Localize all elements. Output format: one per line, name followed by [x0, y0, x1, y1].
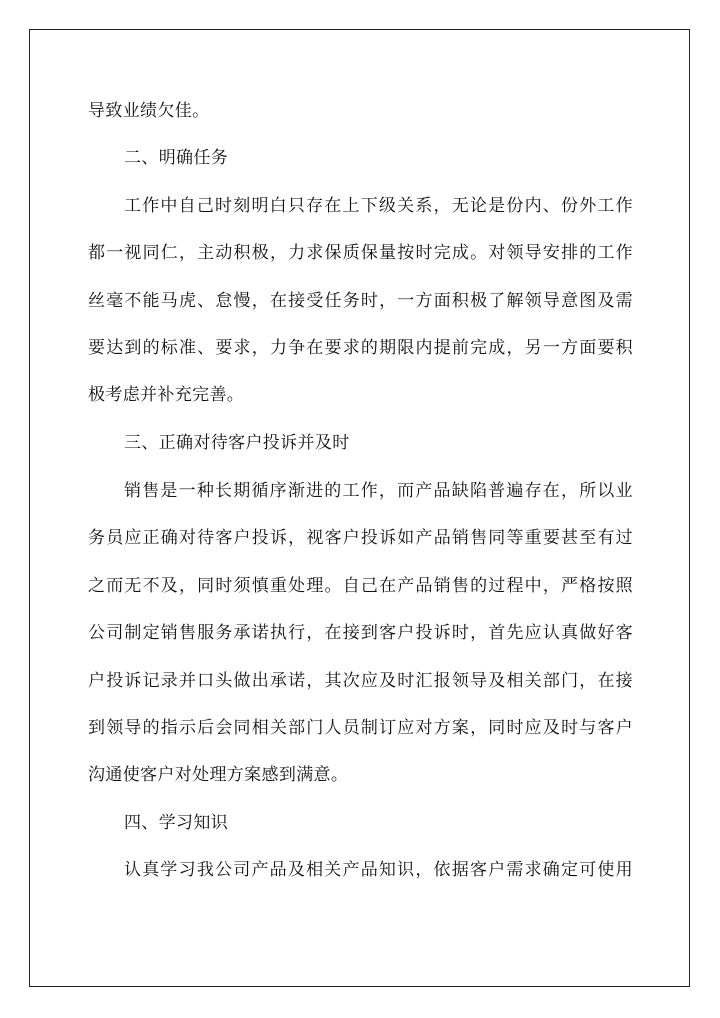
paragraph-line: 导致业绩欠佳。: [88, 101, 210, 121]
paragraph-line: 到领导的指示后会同相关部门人员制订应对方案，同时应及时与客户: [88, 718, 633, 738]
paragraph-line: 极考虑并补充完善。: [88, 385, 245, 405]
paragraph-line: 工作中自己时刻明白只存在上下级关系，无论是份内、份外工作: [124, 196, 633, 216]
page-frame: [29, 29, 690, 987]
section-heading: 三、正确对待客户投诉并及时: [124, 433, 350, 453]
paragraph-line: 丝毫不能马虎、怠慢，在接受任务时，一方面积极了解领导意图及需: [88, 291, 633, 311]
paragraph-line: 要达到的标准、要求，力争在要求的期限内提前完成，另一方面要积: [88, 338, 633, 358]
section-heading: 二、明确任务: [124, 148, 229, 168]
paragraph-line: 户投诉记录并口头做出承诺，其次应及时汇报领导及相关部门，在接: [88, 671, 633, 691]
paragraph-line: 认真学习我公司产品及相关产品知识，依据客户需求确定可使用: [124, 860, 633, 880]
section-heading: 四、学习知识: [124, 813, 229, 833]
paragraph-line: 沟通使客户对处理方案感到满意。: [88, 765, 349, 785]
paragraph-line: 公司制定销售服务承诺执行，在接到客户投诉时，首先应认真做好客: [88, 623, 633, 643]
paragraph-line: 之而无不及，同时须慎重处理。自己在产品销售的过程中，严格按照: [88, 576, 633, 596]
paragraph-line: 销售是一种长期循序渐进的工作，而产品缺陷普遍存在，所以业: [124, 481, 633, 501]
paragraph-line: 都一视同仁，主动积极，力求保质保量按时完成。对领导安排的工作: [88, 243, 633, 263]
paragraph-line: 务员应正确对待客户投诉，视客户投诉如产品销售同等重要甚至有过: [88, 528, 633, 548]
